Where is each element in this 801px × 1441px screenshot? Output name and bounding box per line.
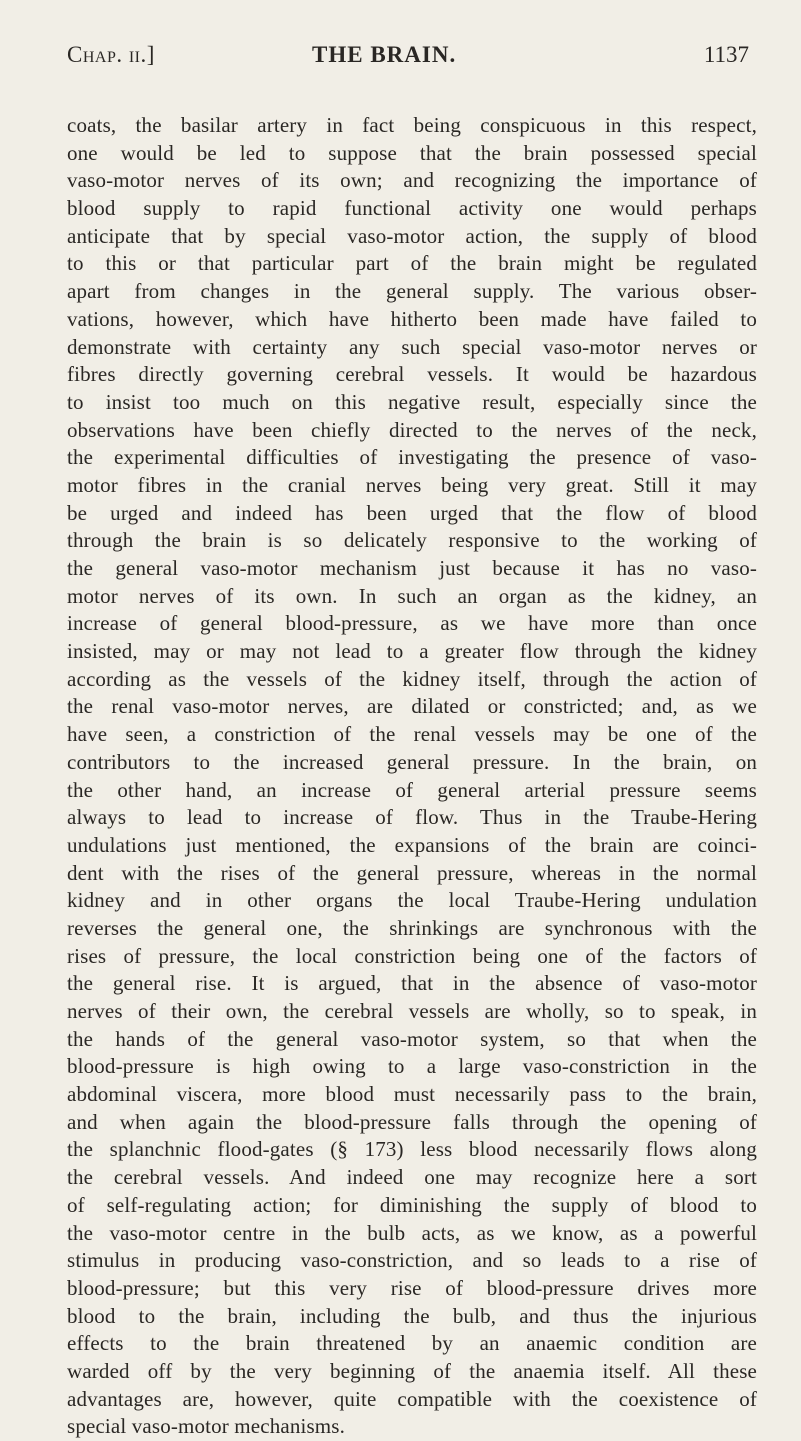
text-line: the hands of the general vaso-motor system, so that when the [67, 1026, 757, 1051]
text-line: advantages are, however, quite compatible with the coexistence of [67, 1386, 757, 1411]
text-line: stimulus in producing vaso-constriction, and so leads to a rise of [67, 1248, 757, 1273]
text-line: dent with the rises of the general pressure, whereas in the normal [67, 860, 757, 885]
text-line: special vaso-motor mechanisms. [67, 1414, 346, 1439]
text-line: to this or that particular part of the brain might be regulated [67, 251, 757, 276]
text-line: the cerebral vessels. And indeed one may recognize here a sort [67, 1165, 757, 1190]
text-line: rises of pressure, the local constriction being one of the factors of [67, 943, 757, 968]
text-line: abdominal viscera, more blood must necessarily pass to the brain, [67, 1082, 757, 1107]
text-line: fibres directly governing cerebral vessels. It would be hazardous [67, 362, 757, 387]
text-line: through the brain is so delicately responsive to the working of [67, 528, 757, 553]
text-line: according as the vessels of the kidney itself, through the action of [67, 666, 757, 691]
text-line: the splanchnic flood-gates (§ 173) less blood necessarily flows along [67, 1137, 757, 1162]
text-line: vations, however, which have hitherto been made have failed to [67, 306, 757, 331]
text-line: reverses the general one, the shrinkings are synchronous with the [67, 915, 757, 940]
text-line: observations have been chiefly directed to the nerves of the neck, [67, 417, 757, 442]
text-line: and when again the blood-pressure falls through the opening of [67, 1109, 757, 1134]
text-line: have seen, a constriction of the renal vessels may be one of the [67, 722, 757, 747]
text-line: one would be led to suppose that the brain possessed special [67, 140, 757, 165]
text-line: the experimental difficulties of investigating the presence of vaso- [67, 445, 757, 470]
page-title: THE BRAIN. [312, 42, 457, 67]
text-line: the renal vaso-motor nerves, are dilated or constricted; and, as we [67, 694, 757, 719]
text-line: contributors to the increased general pressure. In the brain, on [67, 749, 757, 774]
chapter-label: Chap. ii.] [67, 42, 155, 67]
text-line: demonstrate with certainty any such special vaso-motor nerves or [67, 334, 757, 359]
text-line: blood to the brain, including the bulb, and thus the injurious [67, 1303, 757, 1328]
text-line: motor nerves of its own. In such an organ as the kidney, an [67, 583, 757, 608]
text-line: the other hand, an increase of general arterial pressure seems [67, 777, 757, 802]
text-line: blood supply to rapid functional activity one would perhaps [67, 196, 757, 221]
text-line: kidney and in other organs the local Traube-Hering undulation [67, 888, 757, 913]
text-line: the general rise. It is argued, that in the absence of vaso-motor [67, 971, 757, 996]
text-line: to insist too much on this negative result, especially since the [67, 389, 757, 414]
text-line: effects to the brain threatened by an anaemic condition are [67, 1331, 757, 1356]
text-line: blood-pressure is high owing to a large vaso-constriction in the [67, 1054, 757, 1079]
text-line: coats, the basilar artery in fact being conspicuous in this respect, [67, 113, 757, 137]
text-line: the general vaso-motor mechanism just because it has no vaso- [67, 556, 757, 580]
text-line: be urged and indeed has been urged that the flow of blood [67, 500, 757, 525]
text-line: undulations just mentioned, the expansions of the brain are coinci- [67, 832, 757, 857]
text-line: vaso-motor nerves of its own; and recognizing the importance of [67, 168, 757, 193]
page-number: 1137 [703, 42, 749, 67]
running-head [67, 42, 749, 76]
text-line: apart from changes in the general supply. The various obser- [67, 279, 757, 304]
text-line: anticipate that by special vaso-motor action, the supply of blood [67, 223, 757, 248]
text-line: insisted, may or may not lead to a greater flow through the kidney [67, 639, 757, 664]
text-line: motor fibres in the cranial nerves being very great. Still it may [67, 472, 757, 497]
text-line: blood-pressure; but this very rise of blood-pressure drives more [67, 1275, 757, 1300]
text-line: nerves of their own, the cerebral vessels are wholly, so to speak, in [67, 999, 757, 1023]
text-line: increase of general blood-pressure, as we have more than once [67, 611, 757, 636]
text-line: warded off by the very beginning of the anaemia itself. All these [67, 1358, 757, 1383]
text-line: the vaso-motor centre in the bulb acts, as we know, as a powerful [67, 1220, 757, 1245]
body-paragraph [67, 112, 757, 1441]
text-line: always to lead to increase of flow. Thus in the Traube-Hering [67, 805, 757, 830]
text-line: of self-regulating action; for diminishing the supply of blood to [67, 1192, 757, 1217]
